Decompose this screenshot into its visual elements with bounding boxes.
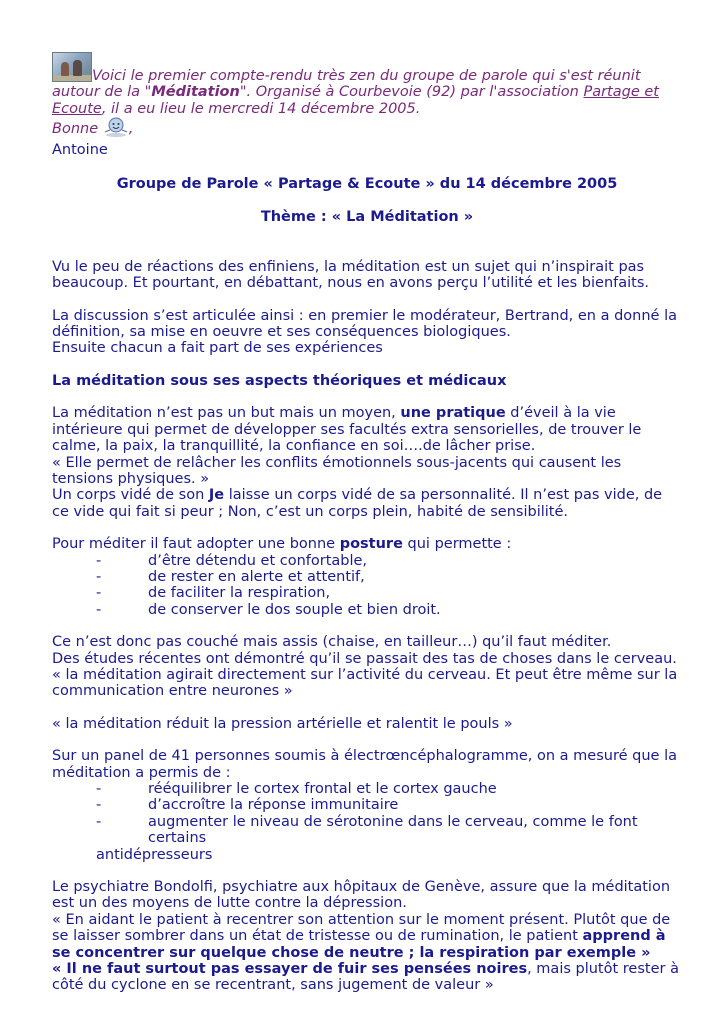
greeting-comma: , (128, 121, 134, 138)
list-item (52, 569, 682, 585)
paragraph-etudes: Des études récentes ont démontré qu’il se passait des tas de choses dans le cerveau. (52, 650, 677, 667)
text-run: d’éveil à la vie intérieure qui permet de développer ses facultés extra sensorielles, de trouver le calme, la paix, la tranquillité, la confiance en soi….de lâcher prise. (52, 405, 642, 455)
smiley-icon (103, 117, 129, 141)
list-item-text: de conserver le dos souple et bien droit. (148, 601, 441, 618)
list-dash: - (96, 568, 102, 585)
paragraph-bondolfi: Le psychiatre Bondolfi, psychiatre aux hôpitaux de Genève, assure que la méditation est un des moyens de lutte contre la dépression. (52, 879, 671, 912)
list-dash: - (96, 601, 102, 618)
posture-list (52, 553, 682, 619)
intro-text-after: , il a eu lieu le mercredi 14 décembre 2005. (101, 100, 421, 117)
list-item (52, 797, 682, 813)
meditation-photo-image (52, 52, 92, 82)
intro-bold-word: Méditation (151, 84, 240, 101)
paragraph-patient-quote (52, 912, 682, 961)
list-dash: - (96, 585, 102, 602)
list-dash: - (96, 781, 102, 797)
paragraph-pression-quote: « la méditation réduit la pression artérielle et ralentit le pouls » (52, 715, 513, 732)
text-run: La méditation n’est pas un but mais un moyen, (52, 405, 401, 422)
text-run: laisse un corps vidé de sa personnalité. Il n’est pas vide, de ce vide qui fait si peur ; Non, c’est un corps plein, habité de sensibilité. (52, 487, 663, 520)
paragraph-cerveau-quote: « la méditation agirait directement sur l’activité du cerveau. Et peut être même sur la communication entre neurones » (52, 666, 678, 700)
intro-block (52, 52, 682, 158)
list-item-text: d’accroître la réponse immunitaire (148, 797, 399, 814)
paragraph-panel: Sur un panel de 41 personnes soumis à électrœncéphalogramme, on a mesuré que la méditation a permis de : (52, 748, 677, 781)
list-item-text: de faciliter la respiration, (148, 585, 331, 602)
list-item-text: augmenter le niveau de sérotonine dans le cerveau, comme le font certains (148, 813, 638, 847)
list-item (52, 553, 682, 569)
list-dash: - (96, 813, 102, 830)
paragraph-assis: Ce n’est donc pas couché mais assis (chaise, en tailleur…) qu’il faut méditer. (52, 634, 612, 651)
list-item-text-continued: antidépresseurs (96, 846, 213, 863)
text-run: Un corps vidé de son (52, 487, 209, 504)
text-run-bold: apprend à se concentrer sur quelque chose de neutre ; la respiration par exemple » (52, 928, 666, 961)
paragraph-discussion: La discussion s’est articulée ainsi : en premier le modérateur, Bertrand, en a donné la définition, sa mise en oeuvre et ses conséquences biologiques. (52, 307, 677, 341)
paragraph-quote-tensions: « Elle permet de relâcher les conflits émotionnels sous-jacents qui causent les tensions physiques. » (52, 454, 622, 487)
paragraph-definition (52, 405, 682, 454)
list-dash: - (96, 552, 102, 569)
paragraph-pensees-quote (52, 961, 682, 994)
paragraph-posture (52, 536, 682, 552)
partage-ecoute-link[interactable]: Partage et Ecoute (52, 84, 659, 117)
text-run-bold: Je (208, 487, 225, 504)
text-run-bold: posture (339, 536, 403, 553)
text-run: « En aidant le patient à recentrer son attention sur le moment présent. Plutôt que de se laisser sombrer dans un état de tristesse ou de rumination, le patient (52, 911, 671, 945)
paragraph-experiences: Ensuite chacun a fait part de ses expériences (52, 340, 383, 357)
document-page (52, 52, 682, 994)
text-run: qui permette : (402, 536, 512, 553)
text-run-bold: « Il ne faut surtout pas essayer de fuir ses pensées noires (52, 961, 528, 978)
list-item (52, 814, 682, 863)
document-title: Groupe de Parole « Partage & Ecoute » du 14 décembre 2005 (116, 176, 618, 193)
section-heading: La méditation sous ses aspects théoriques et médicaux (52, 372, 507, 389)
list-item-text: d’être détendu et confortable, (148, 552, 368, 569)
document-theme: Thème : « La Méditation » (260, 209, 474, 226)
list-item-text: rééquilibrer le cortex frontal et le cortex gauche (148, 781, 497, 797)
intro-text-mid: ". Organisé à Courbevoie (92) par l'association (239, 84, 584, 101)
text-run: Pour méditer il faut adopter une bonne (52, 536, 340, 553)
paragraph-corps (52, 487, 682, 520)
list-dash: - (96, 797, 102, 814)
list-item (52, 585, 682, 601)
text-run-bold: une pratique (400, 405, 506, 422)
list-item-text: de rester en alerte et attentif, (148, 568, 365, 585)
greeting-text: Bonne (52, 121, 103, 138)
author-signature: Antoine (52, 141, 108, 158)
intro-text-before: Voici le premier compte-rendu très zen du groupe de parole qui s'est réunit autour de la " (52, 68, 641, 101)
paragraph-intro: Vu le peu de réactions des enfiniens, la méditation est un sujet qui n’inspirait pas beaucoup. Et pourtant, en débattant, nous en avons perçu l’utilité et les bienfaits. (52, 258, 650, 292)
list-item (52, 781, 682, 797)
list-item (52, 602, 682, 618)
panel-list (52, 781, 682, 863)
text-run: , mais plutôt rester à côté du cyclone en se recentrant, sans jugement de valeur » (52, 961, 679, 994)
